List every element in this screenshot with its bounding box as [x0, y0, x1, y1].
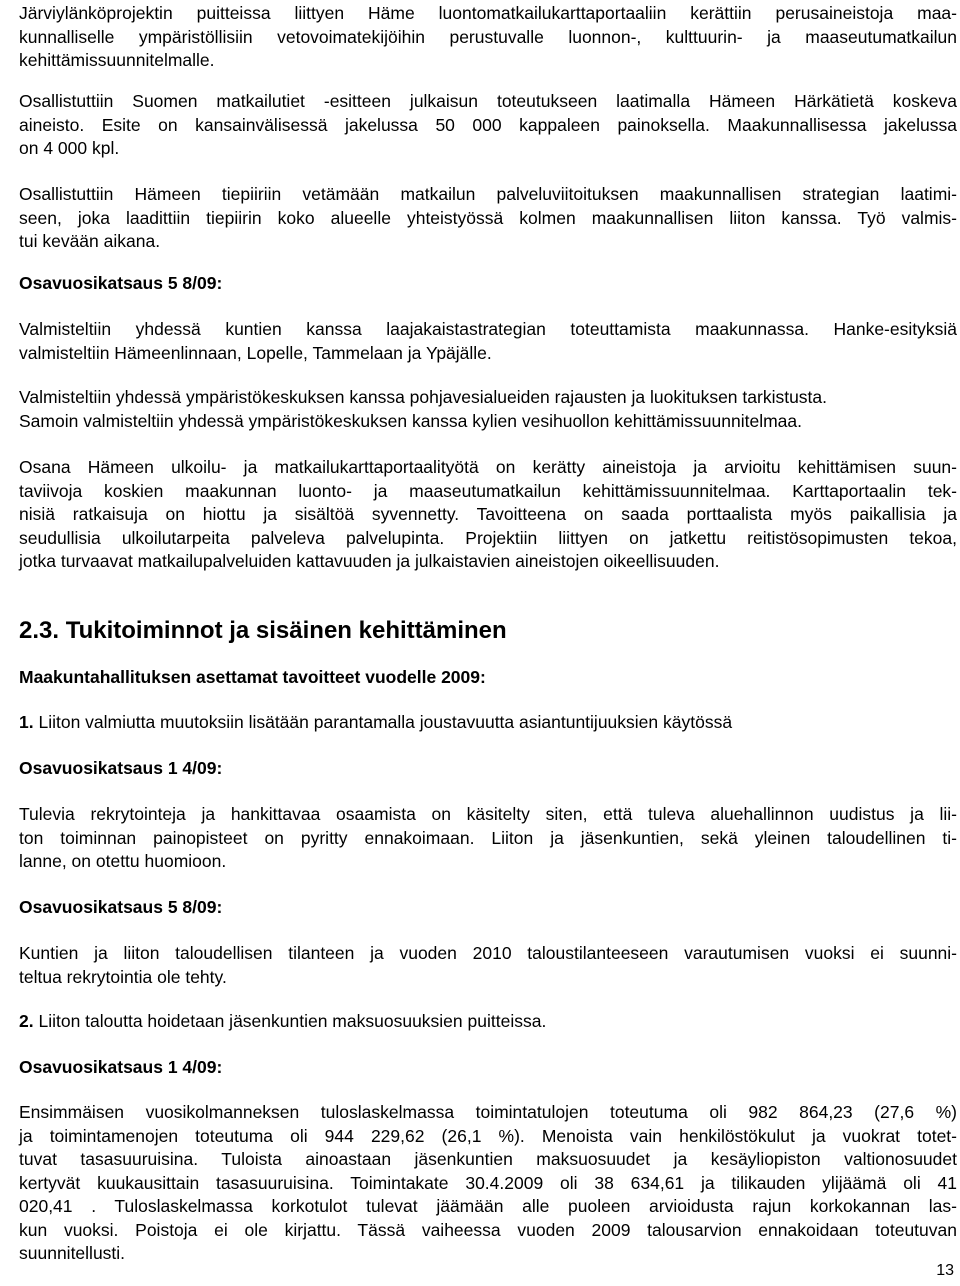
text-line: suunnitellusti. — [19, 1243, 126, 1263]
text-line: Samoin valmisteltiin yhdessä ympäristökeskuksen kanssa kylien vesihuollon kehittämissuunnitelmaa. — [19, 410, 803, 431]
text-line: Tulevia rekrytointeja ja hankittavaa osaamista on käsitelty siten, että tuleva aluehallinnon uudistus ja lii- — [19, 804, 957, 824]
text-line: aineisto. Esite on kansainvälisessä jakelussa 50 000 kappaleen painoksella. Maakunnallisessa jakelussa — [19, 114, 957, 135]
section-label-osavuosikatsaus: Osavuosikatsaus 5 8/09: — [19, 273, 223, 293]
paragraph-p2 — [19, 90, 957, 161]
paragraph-p9 — [19, 1101, 957, 1266]
text-line: Osallistuttiin Hämeen tiepiiriin vetämään matkailun palveluviitoituksen maakunnallisen strategian laatimi- — [19, 184, 957, 204]
text-line: teltua rekrytointia ole tehty. — [19, 966, 227, 987]
paragraph-p4 — [19, 318, 957, 365]
text-line: Kuntien ja liiton taloudellisen tilanteen ja vuoden 2010 taloustilanteeseen varautumisen vuoksi ei suunni- — [19, 943, 957, 963]
paragraph-p7 — [19, 803, 957, 874]
text-line: on 4 000 kpl. — [19, 138, 120, 158]
text-line: ja toimintamenojen toteutuma oli 944 229,62 (26,1 %). Menoista vain henkilöstökulut ja vuokrat totet- — [19, 1125, 957, 1146]
subheading: Maakuntahallituksen asettamat tavoitteet vuodelle 2009: — [19, 667, 486, 687]
text-line: Järviylänköprojektin puitteissa liittyen Häme luontomatkailukarttaportaaliin kerättiin perusaineistoja maa- — [19, 3, 957, 23]
text-line: kertyvät kuukausittain tasasuuruisina. Toimintakate 30.4.2009 oli 38 634,61 ja tilikauden ylijäämä oli 41 — [19, 1172, 957, 1193]
text-line: seudullisia ulkoilutarpeita palveleva palvelupinta. Projektiin liittyen on jatkettu reitistösopimusten tekoa, — [19, 527, 957, 548]
section-label-osavuosikatsaus: Osavuosikatsaus 1 4/09: — [19, 758, 223, 778]
paragraph-p3 — [19, 183, 957, 254]
paragraph-p1 — [19, 2, 957, 73]
section-heading: 2.3. Tukitoiminnot ja sisäinen kehittäminen — [19, 617, 507, 644]
paragraph-p5 — [19, 386, 957, 433]
text-line: seen, joka laadittiin tiepiirin koko alueelle yhteistyössä kolmen maakunnallisen liiton kanssa. Työ valmis- — [19, 207, 957, 228]
text-line: Osana Hämeen ulkoilu- ja matkailukarttaportaalityötä on kerätty aineistoja ja arvioitu kehittämisen suun- — [19, 457, 957, 477]
text-line: ton toiminnan painopisteet on pyritty ennakoimaan. Liiton ja jäsenkuntien, sekä yleinen taloudellinen ti- — [19, 827, 957, 848]
text-line: tui kevään aikana. — [19, 231, 161, 251]
text-line: jotka turvaavat matkailupalveluiden kattavuuden ja julkaistavien aineistojen oikeellisuuden. — [19, 551, 720, 571]
text-line: lanne, on otettu huomioon. — [19, 851, 227, 871]
text-line: Valmisteltiin yhdessä ympäristökeskuksen kanssa pohjavesialueiden rajausten ja luokituksen tarkistusta. — [19, 387, 828, 407]
text-line: valmisteltiin Hämeenlinnaan, Lopelle, Tammelaan ja Ypäjälle. — [19, 342, 492, 363]
goal-text: Liiton valmiutta muutoksiin lisätään parantamalla joustavuutta asiantuntijuuksien käytössä — [33, 712, 733, 732]
text-line: Ensimmäisen vuosikolmanneksen tuloslaskelmassa toimintatulojen toteutuma oli 982 864,23 (27,6 %) — [19, 1102, 957, 1122]
text-line: kehittämissuunnitelmalle. — [19, 50, 215, 70]
text-line: Osallistuttiin Suomen matkailutiet -esitteen julkaisun toteutukseen laatimalla Hämeen Härkätietä koskeva — [19, 91, 957, 111]
section-label-osavuosikatsaus: Osavuosikatsaus 1 4/09: — [19, 1057, 223, 1077]
text-line: nisiä ratkaisuja on hiottu ja sisältöä syvennetty. Tavoitteena on saada porttaalista myös paikallisia ja — [19, 504, 957, 524]
text-line: tuvat tasasuuruisina. Tuloista ainoastaan jäsenkuntien maksuosuudet ja kesäyliopiston valtionosuudet — [19, 1149, 957, 1169]
text-line: Valmisteltiin yhdessä kuntien kanssa laajakaistastrategian toteuttamista maakunnassa. Hanke-esityksiä — [19, 319, 957, 339]
page-number: 13 — [936, 1262, 954, 1279]
paragraph-p6 — [19, 456, 957, 574]
goal-number: 1. — [19, 712, 34, 732]
section-label-osavuosikatsaus: Osavuosikatsaus 5 8/09: — [19, 897, 223, 917]
goal-item-1 — [19, 711, 732, 735]
text-line: kun vuoksi. Poistoja ei ole kirjattu. Tässä vaiheessa vuoden 2009 talousarvion ennakoidaan toteutuvan — [19, 1219, 957, 1240]
goal-item-2 — [19, 1010, 546, 1034]
text-line: kunnalliselle ympäristöllisiin vetovoimatekijöihin perustuvalle luonnon-, kulttuurin- ja maaseutumatkailun — [19, 26, 957, 47]
goal-text: Liiton taloutta hoidetaan jäsenkuntien maksuosuuksien puitteissa. — [33, 1011, 547, 1031]
paragraph-p8 — [19, 942, 957, 989]
goal-number: 2. — [19, 1011, 34, 1031]
text-line: 020,41 . Tuloslaskelmassa korkotulot tulevat jäämään alle puoleen arvioidusta rajun korkokannan las- — [19, 1196, 957, 1216]
text-line: taviivoja koskien maakunnan luonto- ja maaseutumatkailun kehittämissuunnitelmaa. Karttaportaalin tek- — [19, 480, 957, 501]
